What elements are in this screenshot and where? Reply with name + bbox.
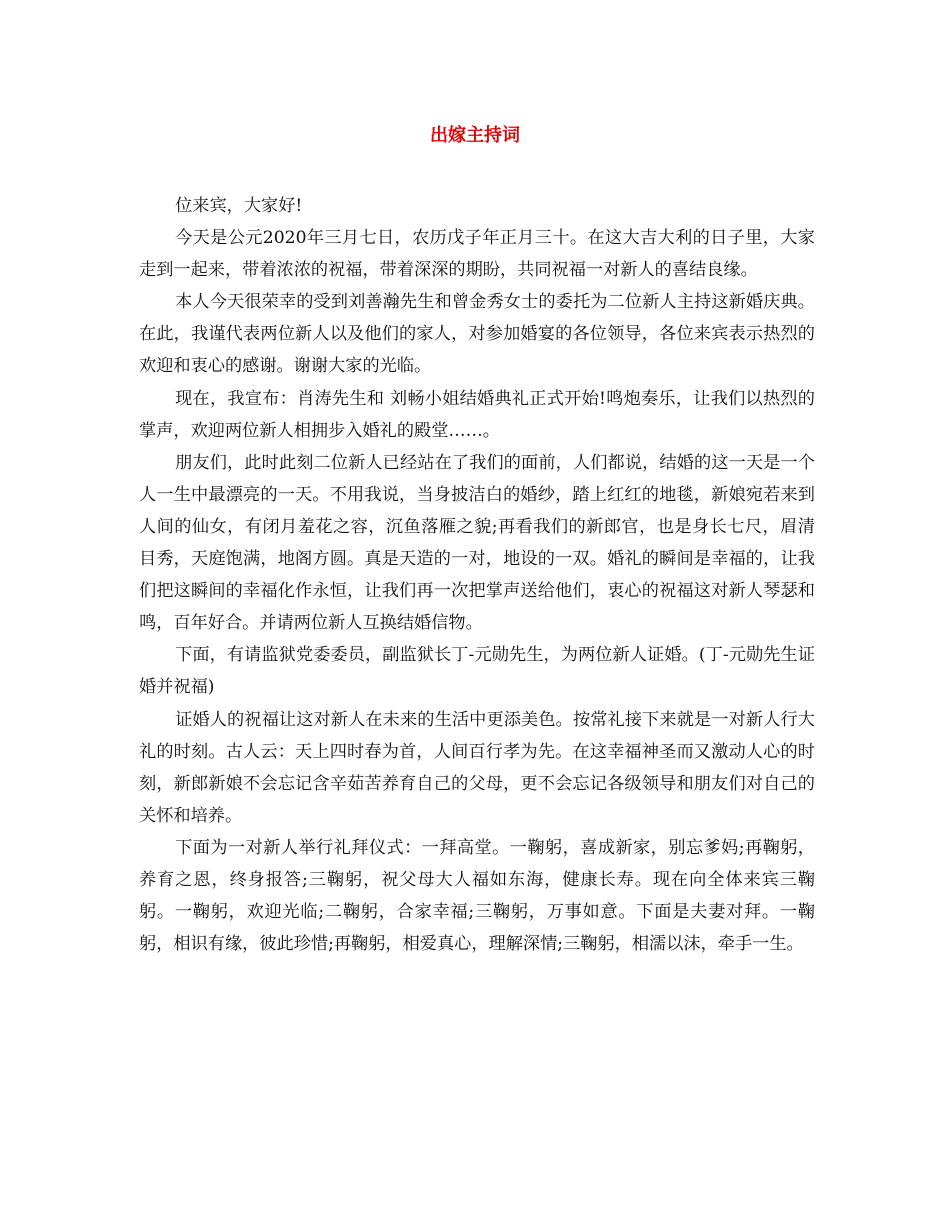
paragraph: 今天是公元2020年三月七日，农历戊子年正月三十。在这大吉大利的日子里，大家走到一起来，带着浓浓的祝福，带着深深的期盼，共同祝福一对新人的喜结良缘。 xyxy=(139,228,815,281)
paragraph: 下面，有请监狱党委委员，副监狱长丁-元勋先生，为两位新人证婚。(丁-元勋先生证婚并祝福) xyxy=(139,645,815,698)
document-title: 出嫁主持词 xyxy=(430,125,520,146)
paragraph: 现在，我宣布：肖涛先生和 刘畅小姐结婚典礼正式开始!鸣炮奏乐，让我们以热烈的掌声，欢迎两位新人相拥步入婚礼的殿堂……。 xyxy=(139,388,815,441)
paragraph: 下面为一对新人举行礼拜仪式：一拜高堂。一鞠躬，喜成新家，别忘爹妈;再鞠躬，养育之恩，终身报答;三鞠躬，祝父母大人福如东海，健康长寿。现在向全体来宾三鞠躬。一鞠躬，欢迎光临;二鞠躬，合家幸福;三鞠躬，万事如意。下面是夫妻对拜。一鞠躬，相识有缘，彼此珍惜;再鞠躬，相爱真心，理解深情;三鞠躬，相濡以沫，牵手一生。 xyxy=(139,837,815,955)
paragraph: 本人今天很荣幸的受到刘善瀚先生和曾金秀女士的委托为二位新人主持这新婚庆典。在此，我谨代表两位新人以及他们的家人，对参加婚宴的各位领导，各位来宾表示热烈的欢迎和衷心的感谢。谢谢大家的光临。 xyxy=(139,292,815,377)
document-body xyxy=(139,190,815,960)
paragraph: 位来宾，大家好! xyxy=(175,196,303,216)
paragraph: 朋友们，此时此刻二位新人已经站在了我们的面前，人们都说，结婚的这一天是一个人一生中最漂亮的一天。不用我说，当身披洁白的婚纱，踏上红红的地毯，新娘宛若来到人间的仙女，有闭月羞花之容，沉鱼落雁之貌;再看我们的新郎官，也是身长七尺，眉清目秀，天庭饱满，地阁方圆。真是天造的一对，地设的一双。婚礼的瞬间是幸福的，让我们把这瞬间的幸福化作永恒，让我们再一次把掌声送给他们，衷心的祝福这对新人琴瑟和鸣，百年好合。并请两位新人互换结婚信物。 xyxy=(139,452,815,634)
paragraph: 证婚人的祝福让这对新人在未来的生活中更添美色。按常礼接下来就是一对新人行大礼的时刻。古人云：天上四时春为首，人间百行孝为先。在这幸福神圣而又激动人心的时刻，新郎新娘不会忘记含辛茹苦养育自己的父母，更不会忘记各级领导和朋友们对自己的关怀和培养。 xyxy=(139,709,815,826)
